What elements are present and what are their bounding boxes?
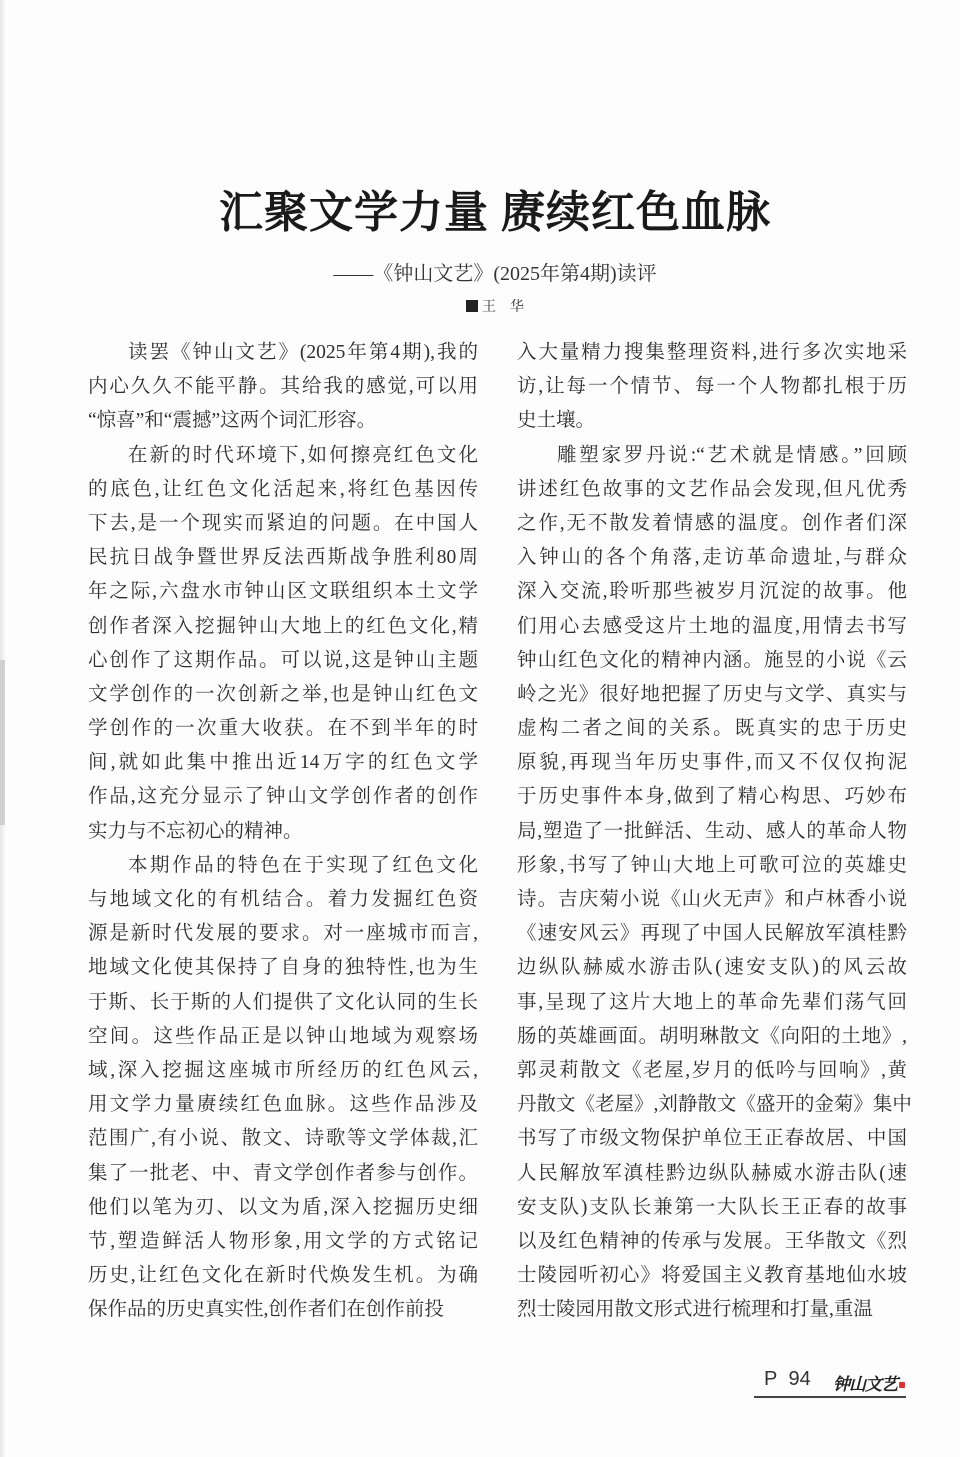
text-line: 深入交流,聆听那些被岁月沉淀的故事。他 xyxy=(517,581,907,603)
text-line: 讲述红色故事的文艺作品会发现,但凡优秀 xyxy=(517,478,907,500)
text-line: 烈士陵园用散文形式进行梳理和打量,重温 xyxy=(517,1299,873,1321)
text-line: 保作品的历史真实性,创作者们在创作前投 xyxy=(88,1299,444,1321)
text-line: 与地域文化的有机结合。着力发掘红色资 xyxy=(88,889,478,910)
text-line: 史土壤。 xyxy=(517,410,596,432)
text-line: 读罢《钟山文艺》(2025年第4期),我的 xyxy=(128,342,478,363)
text-line: 安支队)支队长兼第一大队长王正春的故事 xyxy=(517,1196,907,1218)
text-line: 们用心去感受这片土地的温度,用情去书写 xyxy=(517,615,907,637)
seal-mark xyxy=(899,1382,905,1388)
right-text-column xyxy=(517,336,912,1327)
text-line: 间,就如此集中推出近14万字的红色文学 xyxy=(88,752,478,774)
text-line: 学创作的一次重大收获。在不到半年的时 xyxy=(88,718,478,740)
text-line: 源是新时代发展的要求。对一座城市而言, xyxy=(88,923,478,945)
text-line: 范围广,有小说、散文、诗歌等文学体裁,汇 xyxy=(88,1128,478,1150)
article-author xyxy=(0,296,960,316)
text-line: 肠的英雄画面。胡明琳散文《向阳的土地》, xyxy=(517,1025,907,1047)
text-line: 于斯、长于斯的人们提供了文化认同的生长 xyxy=(88,991,478,1013)
text-line: 局,塑造了一批鲜活、生动、感人的革命人物 xyxy=(517,820,907,842)
text-line: 心创作了这期作品。可以说,这是钟山主题 xyxy=(88,649,478,671)
text-line: 虚构二者之间的关系。既真实的忠于历史 xyxy=(517,718,907,740)
text-line: 节,塑造鲜活人物形象,用文学的方式铭记 xyxy=(88,1230,478,1252)
article-subtitle: ——《钟山文艺》(2025年第4期)读评 xyxy=(333,263,657,285)
text-line: 书写了市级文物保护单位王正春故居、中国 xyxy=(517,1128,907,1150)
text-line: 本期作品的特色在于实现了红色文化 xyxy=(128,854,478,876)
footer-rule xyxy=(754,1396,906,1398)
text-line: 作品,这充分显示了钟山文学创作者的创作 xyxy=(88,786,478,808)
text-line: 人民解放军滇桂黔边纵队赫威水游击队(速 xyxy=(517,1162,907,1184)
page-number: P 94 xyxy=(764,1368,811,1390)
text-line: 之作,无不散发着情感的温度。创作者们深 xyxy=(517,512,907,534)
text-line: 访,让每一个情节、每一个人物都扎根于历 xyxy=(517,376,907,398)
text-line: 钟山红色文化的精神内涵。施昱的小说《云 xyxy=(517,649,907,671)
text-line: 边纵队赫威水游击队(速安支队)的风云故 xyxy=(517,957,907,979)
text-line: 事,呈现了这片大地上的革命先辈们荡气回 xyxy=(517,991,907,1013)
text-line: 内心久久不能平静。其给我的感觉,可以用 xyxy=(88,376,478,398)
text-line: 诗。吉庆菊小说《山火无声》和卢林香小说 xyxy=(517,889,907,910)
text-line: 下去,是一个现实而紧迫的问题。在中国人 xyxy=(88,512,478,534)
text-line: 地域文化使其保持了自身的独特性,也为生 xyxy=(88,957,478,979)
text-line: 空间。这些作品正是以钟山地域为观察场 xyxy=(88,1025,478,1047)
text-line: 他们以笔为刃、以文为盾,深入挖掘历史细 xyxy=(88,1196,478,1218)
text-line: 形象,书写了钟山大地上可歌可泣的英雄史 xyxy=(517,854,907,876)
text-line: 原貌,再现当年历史事件,而又不仅仅拘泥 xyxy=(517,752,907,774)
text-line: 民抗日战争暨世界反法西斯战争胜利80周 xyxy=(88,547,478,569)
text-line: 用文学力量赓续红色血脉。这些作品涉及 xyxy=(88,1094,478,1116)
text-line: 入大量精力搜集整理资料,进行多次实地采 xyxy=(517,342,907,363)
author-name: 王 华 xyxy=(482,300,524,315)
text-line: 年之际,六盘水市钟山区文联组织本土文学 xyxy=(88,581,478,603)
text-line: 以及红色精神的传承与发展。王华散文《烈 xyxy=(517,1230,907,1252)
text-line: 文学创作的一次创新之举,也是钟山红色文 xyxy=(88,683,478,705)
text-line: 入钟山的各个角落,走访革命遗址,与群众 xyxy=(517,547,907,569)
square-bullet-icon xyxy=(466,300,478,312)
text-line: 岭之光》很好地把握了历史与文学、真实与 xyxy=(517,683,907,705)
text-line: 《速安风云》再现了中国人民解放军滇桂黔 xyxy=(517,923,907,945)
scroll-indicator xyxy=(0,660,5,825)
text-line: 郭灵莉散文《老屋,岁月的低吟与回响》,黄 xyxy=(517,1059,907,1081)
text-line: 集了一批老、中、青文学创作者参与创作。 xyxy=(88,1162,478,1184)
text-line: 在新的时代环境下,如何擦亮红色文化 xyxy=(128,444,478,466)
text-line: 士陵园听初心》将爱国主义教育基地仙水坡 xyxy=(517,1265,907,1287)
magazine-logo: 钟山文艺 xyxy=(833,1375,897,1394)
text-line: 创作者深入挖掘钟山大地上的红色文化,精 xyxy=(88,615,478,637)
article-title: 汇聚文学力量 赓续红色血脉 xyxy=(219,188,771,237)
text-line: 历史,让红色文化在新时代焕发生机。为确 xyxy=(88,1265,478,1287)
text-line: 丹散文《老屋》,刘静散文《盛开的金菊》集中 xyxy=(517,1094,912,1116)
text-line: 实力与不忘初心的精神。 xyxy=(88,820,303,842)
text-line: 雕塑家罗丹说:“艺术就是情感。”回顾 xyxy=(557,444,907,466)
text-line: 的底色,让红色文化活起来,将红色基因传 xyxy=(88,478,478,500)
text-line: 域,深入挖掘这座城市所经历的红色风云, xyxy=(88,1059,478,1081)
left-text-column xyxy=(88,336,478,1327)
text-line: “惊喜”和“震撼”这两个词汇形容。 xyxy=(88,410,377,432)
text-line: 于历史事件本身,做到了精心构思、巧妙布 xyxy=(517,786,907,808)
